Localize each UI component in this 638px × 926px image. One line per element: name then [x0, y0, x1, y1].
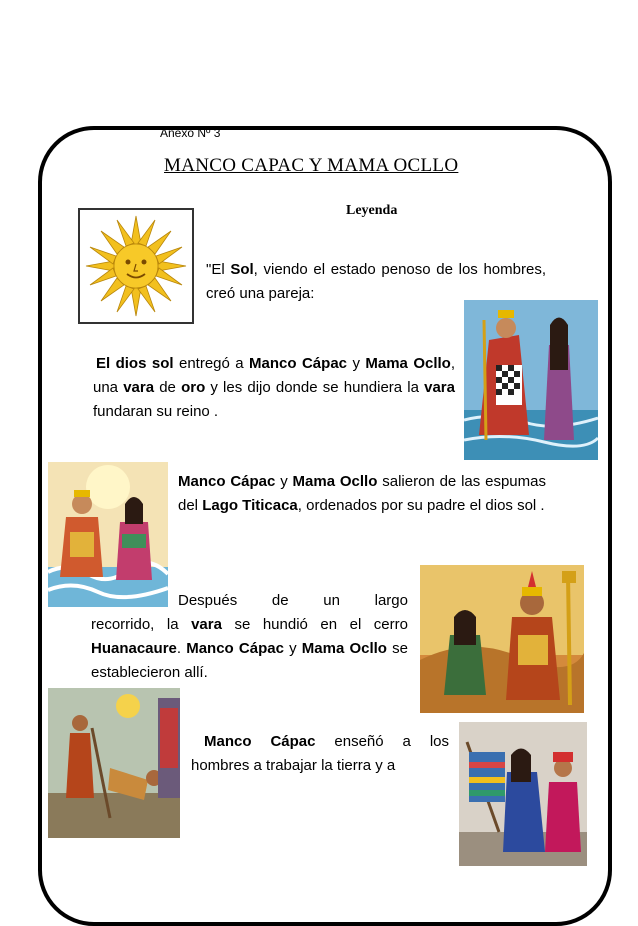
text-run: Después de un largo	[178, 592, 408, 609]
text-run: y	[275, 473, 293, 490]
text-run: , una	[93, 355, 455, 396]
text-run: Huanacaure	[91, 640, 177, 657]
text-run: "El	[206, 261, 231, 278]
paragraph-vara	[93, 352, 455, 424]
text-run: .	[176, 640, 187, 657]
text-run: Sol	[230, 261, 254, 278]
text-run: vara	[123, 379, 155, 396]
text-run: Lago Titicaca	[202, 497, 298, 514]
text-run: Manco Cápac	[204, 733, 316, 750]
annex-label: Anexo Nº 3	[160, 126, 221, 140]
text-run: y les dijo donde se hundiera la	[205, 379, 425, 396]
inca-couple-image	[464, 300, 598, 460]
text-run: Mama Ocllo	[365, 355, 451, 372]
text-run: enseñó a los hombres a trabajar la tierra y a	[191, 733, 449, 774]
paragraph-trabajar	[191, 730, 449, 778]
text-run: oro	[181, 379, 206, 396]
text-run: , ordenados por su padre el dios sol .	[297, 497, 545, 514]
text-run: de	[154, 379, 182, 396]
text-run: entregó a	[173, 355, 250, 372]
text-run: se hundió en el cerro	[221, 616, 408, 633]
text-run: Mama Ocllo	[292, 473, 378, 490]
huanacaure-image	[420, 565, 584, 713]
lake-titicaca-image	[48, 462, 168, 607]
farming-image	[48, 688, 180, 838]
text-run: salieron de las espumas del	[178, 473, 546, 514]
sun-image	[78, 208, 194, 324]
text-run: , viendo el estado penoso de los hombres, creó una pareja:	[206, 261, 546, 302]
text-run: Manco Cápac	[186, 640, 284, 657]
text-run: se establecieron allí.	[91, 640, 408, 681]
text-run: fundaran su reino .	[93, 403, 219, 420]
paragraph-sun	[206, 258, 546, 306]
text-run: vara	[424, 379, 455, 396]
paragraph-huanacaure-first-line	[178, 589, 408, 613]
page-title: MANCO CAPAC Y MAMA OCLLO	[164, 155, 459, 176]
text-run: vara	[191, 616, 222, 633]
text-run: y	[283, 640, 302, 657]
subtitle: Leyenda	[346, 203, 398, 218]
text-run: El dios sol	[96, 355, 174, 372]
weaving-image	[459, 722, 587, 866]
text-run: Manco Cápac	[178, 473, 276, 490]
text-run: y	[347, 355, 366, 372]
paragraph-huanacaure	[91, 613, 408, 685]
text-run: Manco Cápac	[249, 355, 348, 372]
paragraph-titicaca	[178, 470, 546, 518]
text-run: recorrido, la	[91, 616, 192, 633]
text-run: Mama Ocllo	[301, 640, 387, 657]
